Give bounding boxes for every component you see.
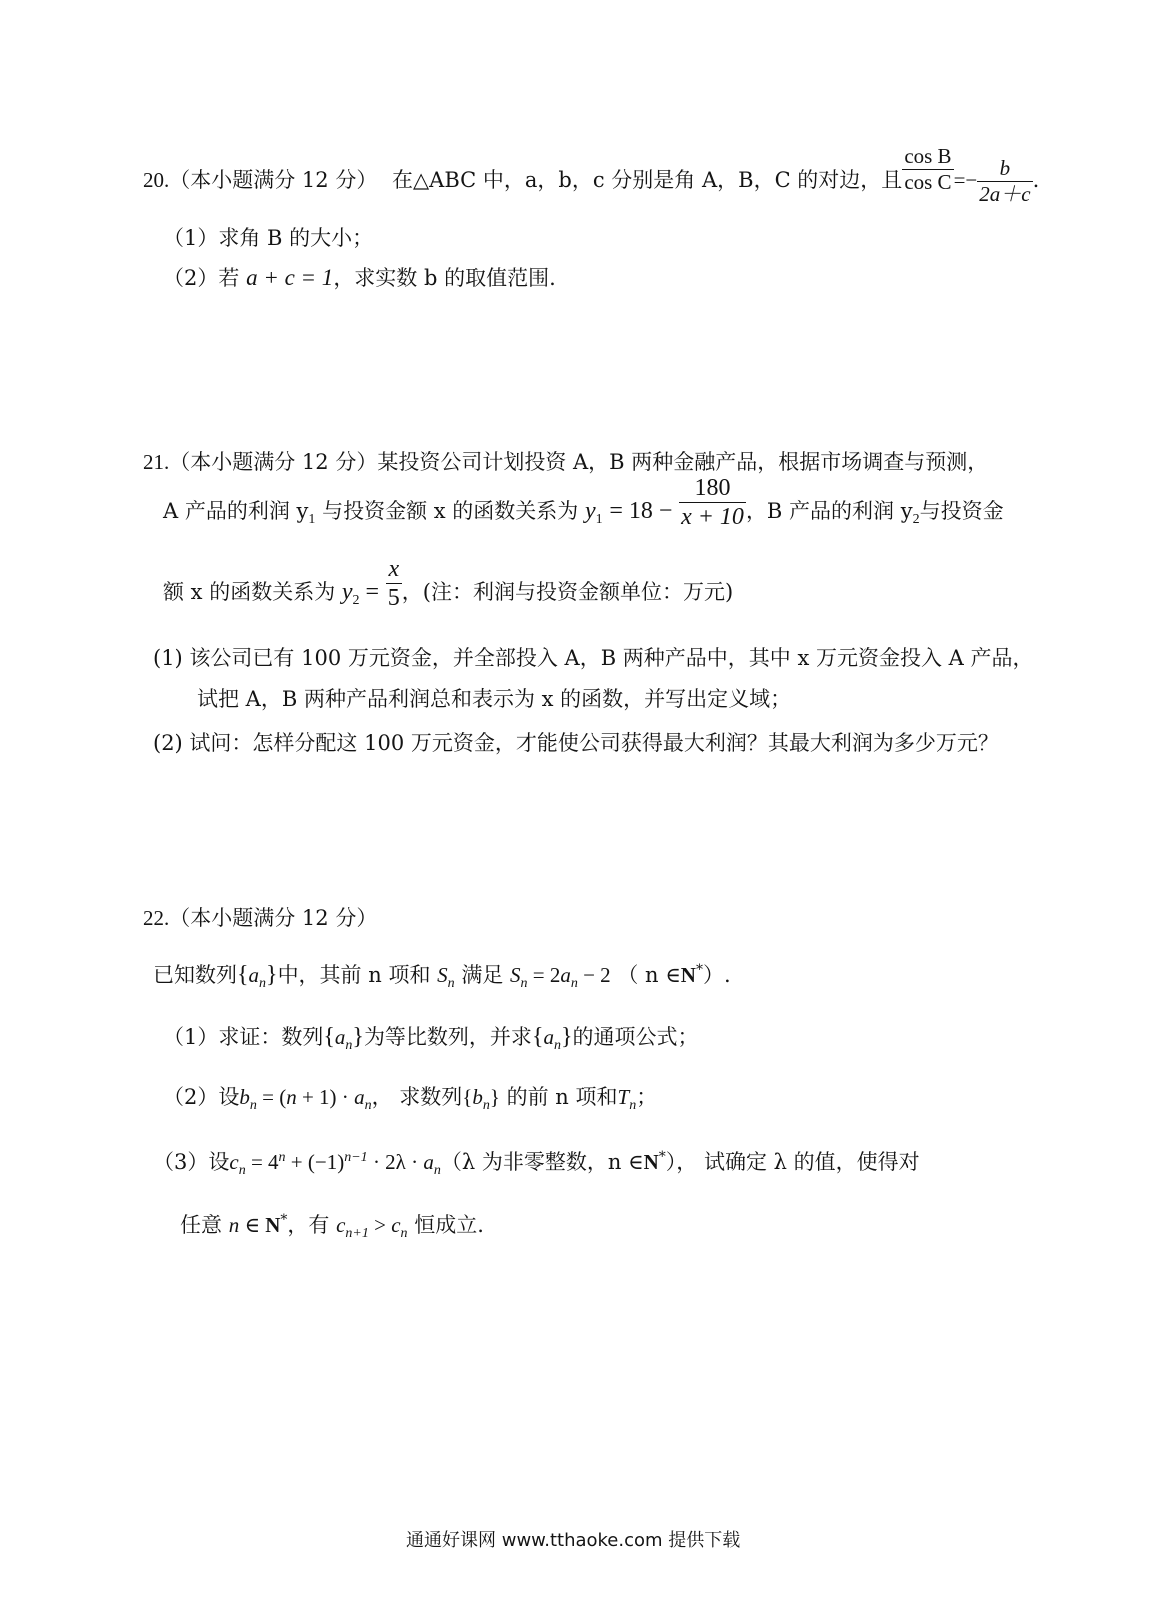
q22-part3: （3）设$c_n = 4^n + (-1)^{n-1} \cdot 2\lambda \cdot a_n(\lambda$ 为非零整数，n ∈N*）， 试确定 λ 的值，使得对 (153, 1149, 920, 1179)
q21-part2: (2) 试问：怎样分配这 100 万元资金，才能使公司获得最大利润？其最大利润为多少万元？ (153, 731, 999, 755)
q21-part1-b: 试把 A，B 两种产品利润总和表示为 x 的函数，并写出定义域； (197, 687, 792, 711)
q20-part2-condition: a + c = 1 (246, 265, 334, 290)
q20-stem: 在△ABC 中，a，b，c 分别是角 A，B，C 的对边，且 (392, 168, 903, 192)
q20-lhs-fraction (902, 146, 953, 193)
q21-score: （本小题满分 12 分） (169, 450, 378, 474)
q22-stem: 已知数列$\{a_n\}$中，其前 n 项和 $S_n$ 满足 $S_n = 2a_n - 2$ （ n ∈N*）. (153, 962, 731, 992)
q22-part3-cont: 任意 n ∈ N*，有 $c_{n+1} > c_n$ 恒成立. (180, 1212, 484, 1242)
q20-lhs-den: cos C (904, 170, 952, 194)
q22-line1 (143, 908, 377, 929)
q20-rhs-den: 2a＋c (979, 182, 1031, 206)
q21-line2: A 产品的利润 $y_1$ 与投资金额 x 的函数关系为 $y_1 = 18$ − $\frac{180}{x + 10}$ ，B 产品的利润 $y_2$与投资金 (163, 475, 1004, 530)
q20-rhs-fraction (977, 158, 1032, 205)
q22-score: （本小题满分 12 分） (169, 906, 378, 930)
q20-part2: （2）若 a + c = 1，求实数 b 的取值范围. (163, 265, 556, 290)
q20-number: 20. (143, 168, 170, 192)
q21-frac-num: 180 (679, 476, 746, 503)
q21-line3: 额 x 的函数关系为 $y_2$ = $\frac{x}{5}$ ，(注：利润与投资金额单位：万元) (163, 556, 734, 611)
q21-y2-fraction (386, 557, 402, 610)
q22-part1: （1）求证：数列$\{a_n\}$为等比数列，并求$\{a_n\}$的通项公式； (163, 1024, 699, 1054)
q21-y2-num: x (386, 557, 402, 584)
q20-rhs-num: b (977, 158, 1032, 182)
q21-y2-den: 5 (387, 585, 400, 611)
q22-part2: （2）设$b_n = (n + 1) \cdot a_n$， 求数列$\{b_n\}$ 的前 n 项和$T_n$； (163, 1085, 658, 1114)
q21-y1-fraction (679, 476, 746, 529)
q22-number: 22. (143, 906, 170, 930)
q21-part1-a: (1) 该公司已有 100 万元资金，并全部投入 A，B 两种产品中，其中 x 万元资金投入 A 产品， (153, 646, 1034, 670)
q20-part1: （1）求角 B 的大小； (163, 226, 374, 250)
q20-lhs-num: cos B (904, 144, 952, 168)
q21-number: 21. (143, 450, 170, 474)
q21-stem1: 某投资公司计划投资 A，B 两种金融产品，根据市场调查与预测， (377, 450, 989, 474)
q20-line1: 20.（本小题满分 12 分） 在△ABC 中，a，b，c 分别是角 A，B，C 的对边，且 $\frac{\text{cos B}}{\text{cos C}}$ =− $\frac{b}{2a+c}$ . (143, 144, 1040, 206)
q20-score: （本小题满分 12 分） (169, 168, 378, 192)
q21-frac-den: x + 10 (681, 504, 744, 530)
footer-text: 通通好课网 www.tthaoke.com 提供下载 (406, 1530, 741, 1551)
q21-line1 (143, 452, 988, 473)
